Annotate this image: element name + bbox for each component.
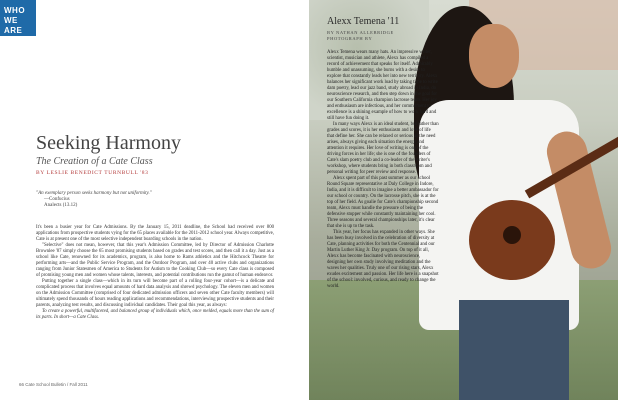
profile-byline — [327, 30, 394, 42]
profile-paragraph: Alexx Temena wears many hats. An impressive writer, scientist, musician and athlete, Alexx has compiled a record of achievement that speaks for itself. Admirably humble and unassuming, she burns with a desire to explore that constantly leads her into new territory. Alexx balances her significant work load by taking time to write dam poetry, lead our jazz band, study abroad in India, do neuroscience research, and then step down in the goal for our Southern California champion lacrosse team. Her joy and enthusiasm are infectious, and her commitment to excellence is a shining example of how to work hard and still have fun doing it. — [327, 50, 438, 121]
article-paragraph: Putting together a single class—which in its turn will become part of a rolling four-year cohort—is a delicate and complicated process that involves equal amounts of hard data analysis and shrewd psychology. The eleven men and women on the Admission Committee (comprised of four dedicated admission officers and seven other Cate faculty members) will ultimately spend thousands of hours reading applications and recommendations, interviewing prospective students and their parents, analyzing test results, and discussing individual candidates. Their goal this year, as always: — [36, 279, 274, 308]
badge-line-3: ARE — [4, 26, 23, 35]
article-paragraph: To create a powerful, multifaceted, and balanced group of individuals which, once melded, equals more than the sum of its parts. In short—a Cate Class. — [36, 309, 274, 320]
profile-body — [327, 50, 439, 290]
badge-line-2: WE — [4, 16, 18, 25]
article-title: Seeking Harmony — [36, 132, 181, 154]
epigraph-source: Analects (13.12) — [44, 203, 78, 209]
section-badge — [0, 0, 36, 36]
article-body — [36, 225, 274, 321]
profile-author: BY NATHAN ALLEBRIDGE — [327, 30, 394, 35]
epigraph — [36, 191, 166, 210]
article-byline: BY LESLIE BENEDICT TURNBULL '83 — [36, 170, 149, 176]
profile-paragraph: This year, her focus has expanded in other ways. She has been busy involved in the celebration of diversity at Cate, planning activities for both the Centennial and our Martin Luther King Jr. Day program. On top of it all, Alexx has become fascinated with neuroscience, designing her own study involving meditation and the waves her qualities. Truly one of our rising stars, Alexx exudes excitement and passion. Her life here is a snapshot of the school: involved, curious, and ready to change the world. — [327, 230, 439, 289]
profile-photo-credit: PHOTOGRAPH BY — [327, 36, 373, 41]
right-page-photo — [309, 0, 618, 400]
article-paragraph: It's been a busier year for Cate Admissions. By the January 15, 2011 deadline, the School had received over 800 applications from prospective students vying for the 65 places available for the 2011-2012 school year. Always competitive, Cate is at present one of the most selective independent boarding schools in the nation. — [36, 225, 275, 242]
student-face — [469, 24, 519, 88]
article-subtitle: The Creation of a Cate Class — [36, 156, 153, 167]
ukulele-soundhole — [503, 226, 521, 244]
profile-paragraph: In many ways Alexx is an ideal student, but rather than grades and scores, it is her enthusiasm and love of life that define her. She can be relaxed or serious as the need arises, always giving each situation the energy and attention it requires. Her love of writing is one of the driving forces in her life; she is one of the founders of Cate's slam poetry club and a co-leader of the writer's workshop, where students bring in both classroom and personal writing for peer review and response. — [327, 122, 439, 175]
student-jeans — [459, 300, 569, 400]
page-footer: 66 Cate School Bulletin / Fall 2011 — [19, 382, 88, 387]
epigraph-attribution: —Confucius — [44, 197, 70, 203]
badge-line-1: WHO — [4, 6, 26, 15]
epigraph-quote: "An exemplary person seeks harmony but not uniformity." — [36, 191, 152, 196]
profile-name: Alexx Temena '11 — [327, 16, 400, 27]
article-paragraph: "Selective" does not mean, however, that this year's Admission Committee, led by Director of Admission Charlotte Brownlee '87 simply choose the 65 most promising students based on grades and test scores, and then call it a day. Just as a school like Cate, renowned for its academics, program, is also home to Rams athletics and the Hitchcock Theatre for performing arts—and the Public Service Program, and the Outdoor Program, and over 40 active clubs and organizations ranging from Junior Statesmen of America to Students for Autism to the Cooking Club—so every Cate class is composed of promising young men and women whose talents, interests, and potential contributions run the gamut of human endeavor. — [36, 243, 274, 278]
profile-paragraph: Alexx spent part of this past summer as our school Round Square representative at Daly College in Indore, India, and it is difficult to imagine a better ambassador for our school or country. On the lacrosse pitch, she is at the top of her field. As goalie for Cate's championship second team, Alexx must handle the pressure of being the defensive stopper while constantly maintaining her cool. Three seasons and several championships later, it's clear that she is up to the task. — [327, 176, 439, 229]
